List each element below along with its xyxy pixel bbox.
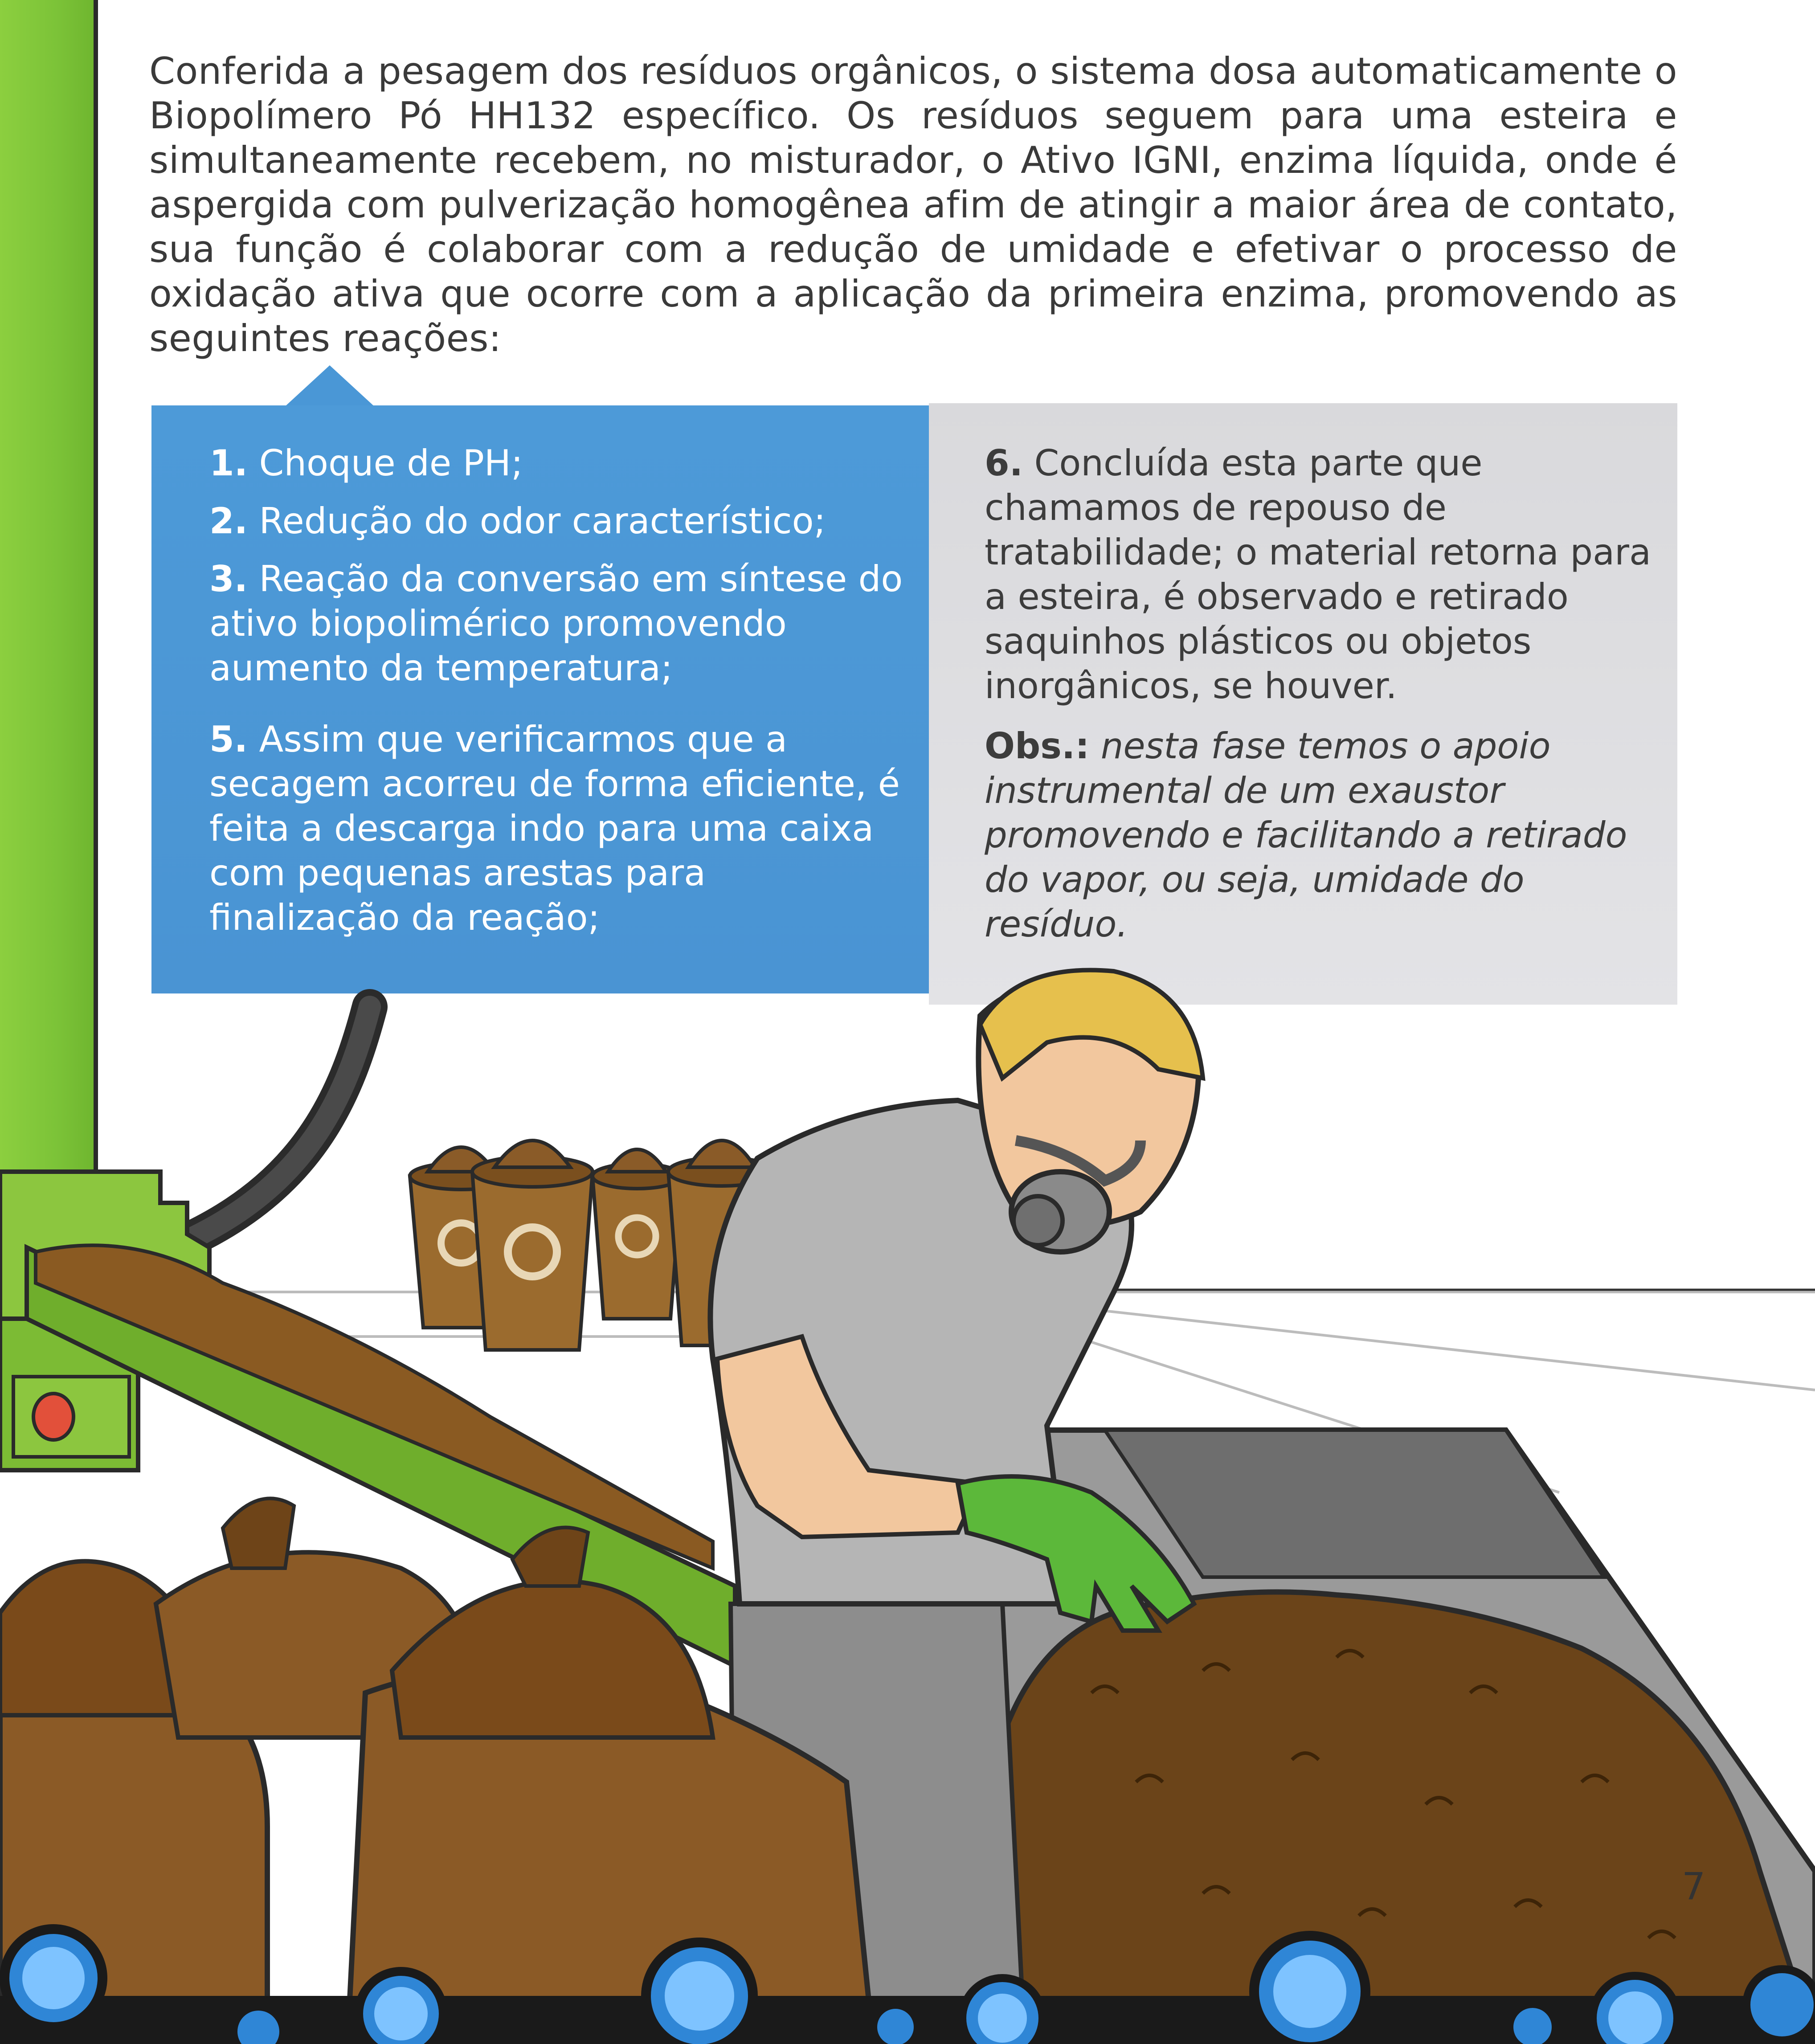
reaction-text: Choque de PH; xyxy=(248,442,523,484)
obs-text: nesta fase temos o apoio instrumental de um exaustor promovendo e facilitando a retirado do vapor, ou seja, umidade do resíduo. xyxy=(985,725,1627,945)
bin xyxy=(472,1141,593,1350)
reaction-text: Redução do odor característico; xyxy=(248,500,826,542)
reaction-text: Assim que verificarmos que a secagem acorreu de forma eficiente, é feita a descarga indo para uma caixa com pequenas arestas para finalização da reação; xyxy=(209,719,900,938)
reaction-number: 5. xyxy=(209,719,248,760)
exhaust-hose xyxy=(192,1007,370,1239)
page-number: 7 xyxy=(1682,1864,1706,1908)
obs-label: Obs.: xyxy=(985,725,1090,767)
reaction-number: 1. xyxy=(209,442,248,484)
reaction-number: 6. xyxy=(985,442,1023,484)
reaction-number: 2. xyxy=(209,500,248,542)
compost-pile xyxy=(980,1592,1815,2044)
intro-paragraph: Conferida a pesagem dos resíduos orgânicos, o sistema dosa automaticamente o Biopolímero Pó HH132 específico. Os resíduos seguem para uma esteira e simultaneamente recebem, no misturador, o Ativo IGNI, enzima líquida, onde é aspergida com pulverização homogênea afim de atingir a maior área de contato, sua função é colaborar com a redução de umidade e efetivar o processo de oxidação ativa que ocorre com a aplicação da primeira enzima, promovendo as seguintes reações: xyxy=(149,49,1677,360)
reaction-text: Concluída esta parte que chamamos de repouso de tratabilidade; o material retorna para a esteira, é observado e retirado saquinhos plásticos ou objetos inorgânicos, se houver. xyxy=(985,442,1651,707)
red-button-icon xyxy=(33,1394,74,1440)
reaction-number: 3. xyxy=(209,558,248,600)
reaction-text: Reação da conversão em síntese do ativo biopolimérico promovendo aumento da temperatura; xyxy=(209,558,903,689)
